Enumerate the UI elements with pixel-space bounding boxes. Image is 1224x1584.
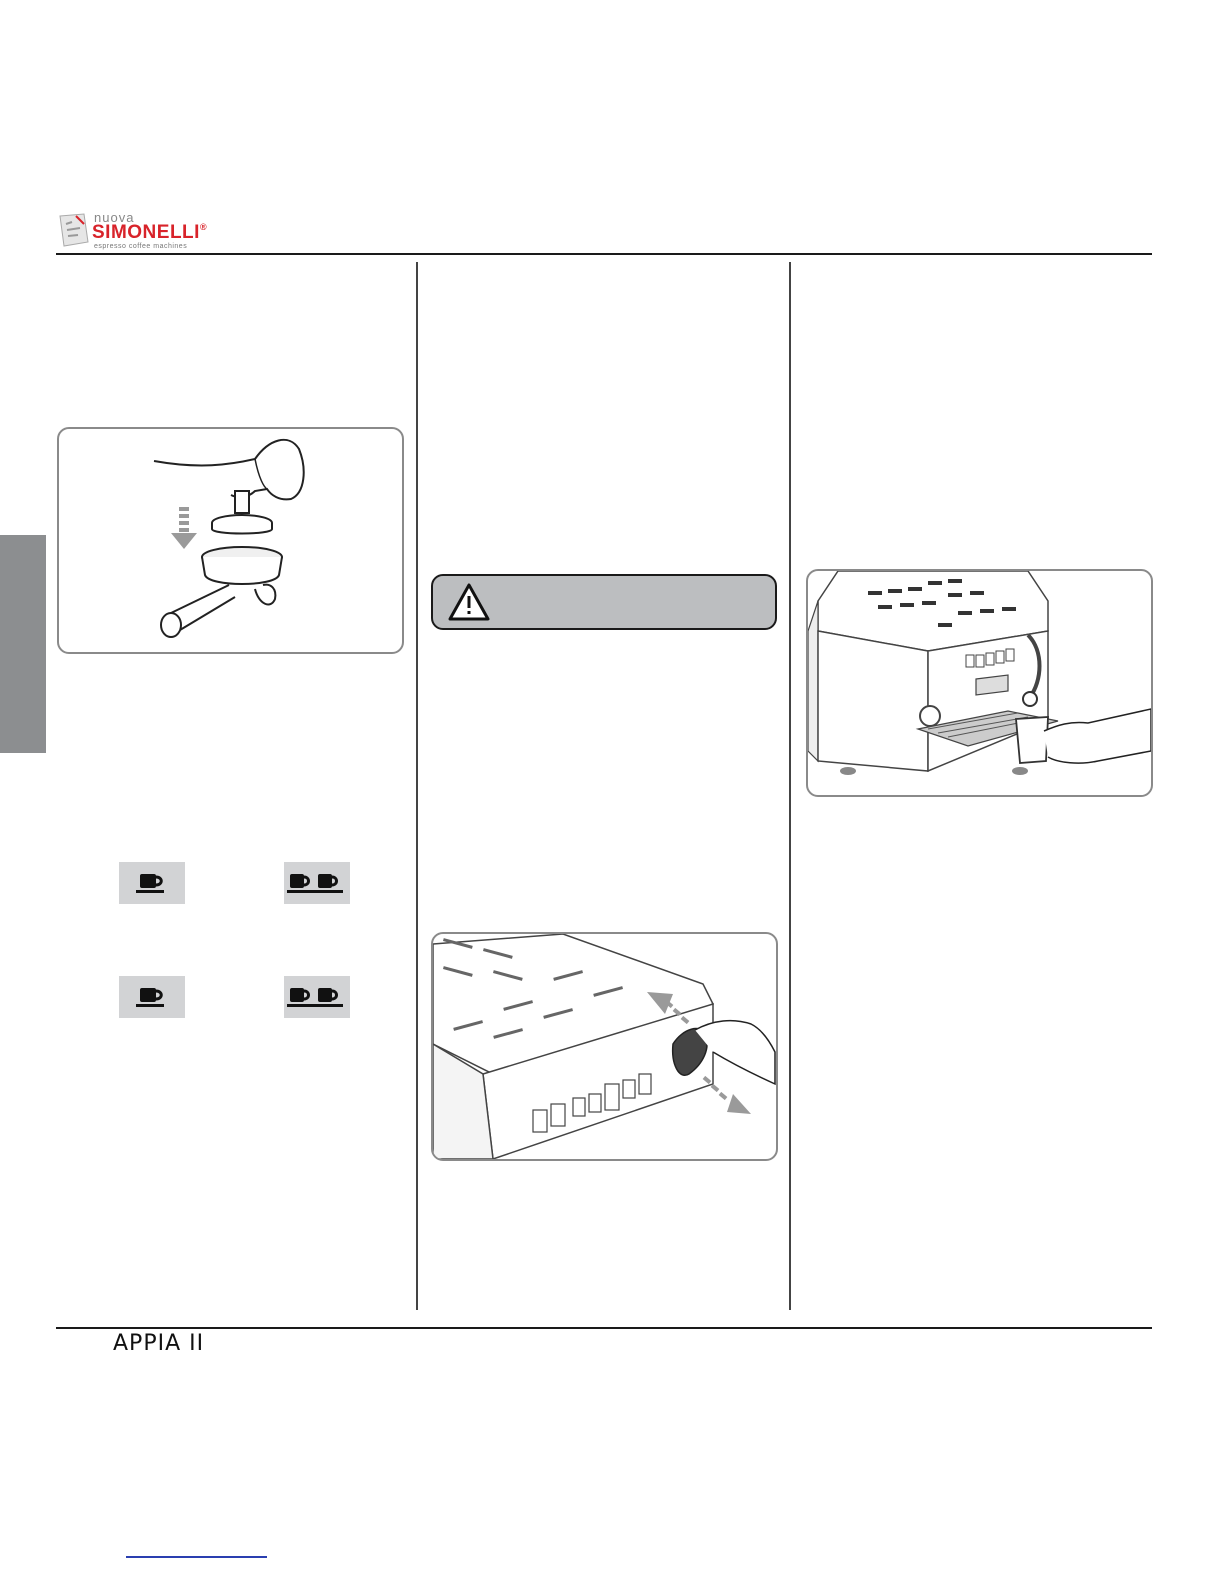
warning-banner — [431, 574, 777, 630]
single-cup-icon — [136, 870, 168, 896]
single-cup-button — [119, 862, 185, 904]
double-cup-icon — [287, 984, 347, 1010]
warning-triangle-icon — [447, 582, 491, 622]
double-cup-button-2 — [284, 976, 350, 1018]
figure-machine-cleaning — [431, 932, 778, 1161]
footer-rule — [56, 1327, 1152, 1329]
double-cup-button — [284, 862, 350, 904]
footer-model-logo: APPIA II — [113, 1331, 205, 1356]
figure-steam-wand — [806, 569, 1153, 797]
column-divider-left — [416, 262, 418, 1310]
column-divider-right — [789, 262, 791, 1310]
logo-nuova: nuova — [94, 210, 135, 225]
logo-tagline: espresso coffee machines — [94, 243, 188, 250]
single-cup-button-2 — [119, 976, 185, 1018]
logo-mark-icon — [58, 212, 90, 248]
figure-tamping — [57, 427, 404, 654]
double-cup-icon — [287, 870, 347, 896]
logo-name — [92, 222, 207, 244]
down-arrow-icon — [171, 507, 197, 549]
steam-wand-illustration — [808, 571, 1151, 795]
logo-name-text: SIMONELLI — [92, 222, 200, 243]
machine-cleaning-illustration — [433, 934, 776, 1159]
brand-logo — [58, 210, 238, 250]
logo-registered: ® — [199, 222, 208, 232]
page-link-underline[interactable] — [126, 1556, 267, 1558]
single-cup-icon — [136, 984, 168, 1010]
header-rule — [56, 253, 1152, 255]
section-side-tab — [0, 535, 46, 753]
tamping-illustration — [59, 429, 402, 652]
